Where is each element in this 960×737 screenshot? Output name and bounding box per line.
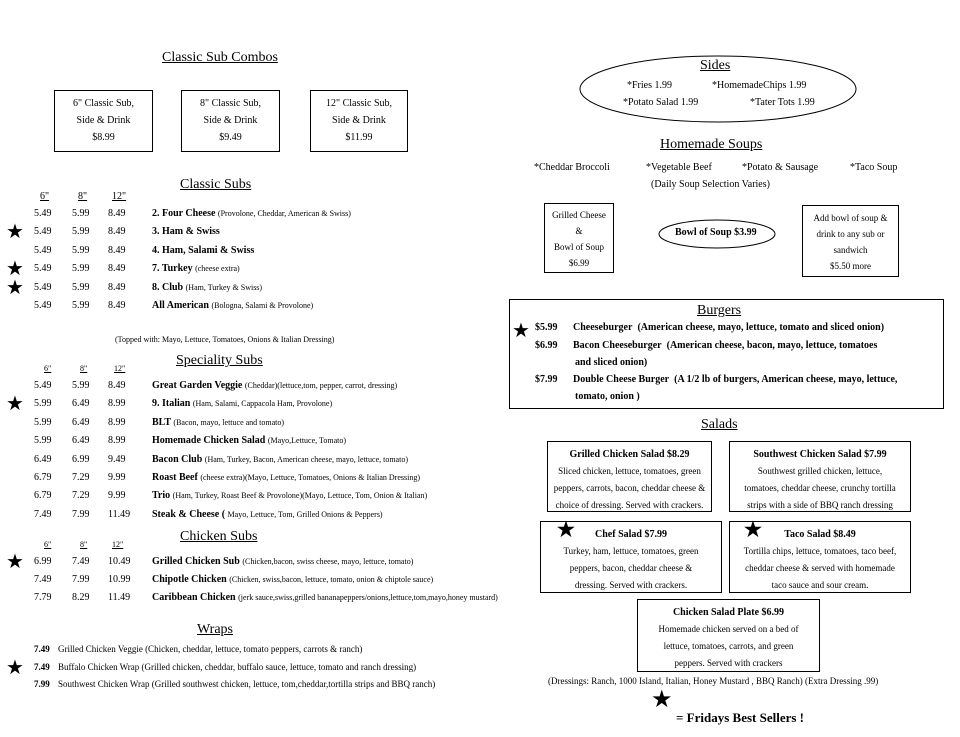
price-12in: 8.49 — [108, 208, 126, 219]
menu-row — [0, 276, 480, 300]
item-name: BLT (Bacon, mayo, lettuce and tomato) — [152, 416, 285, 428]
wrap-description: Grilled Chicken Veggie (Chicken, cheddar, lettuce, tomato peppers, carrots & ranch) — [58, 644, 363, 654]
add-line3: sandwich — [833, 245, 868, 255]
combo-box-8 — [181, 90, 280, 152]
combo-price: $11.99 — [345, 132, 373, 143]
salad-line: Tortilla chips, lettuce, tomatoes, taco beef, — [743, 546, 897, 556]
combo-line2: Side & Drink — [76, 115, 131, 126]
star-icon: ★ — [6, 656, 24, 679]
item-name: Grilled Chicken Sub (Chicken,bacon, swiss cheese, mayo, lettuce, tomato) — [152, 556, 414, 567]
combo-box-6 — [54, 90, 153, 152]
chicken-header-6: 6" — [44, 540, 52, 549]
southwest-chicken-salad-box — [729, 441, 911, 512]
wrap-price: 7.49 — [34, 661, 50, 672]
salad-title: Chicken Salad Plate $6.99 — [672, 607, 785, 618]
item-description: (cheese extra)(Mayo, Lettuce, Tomatoes, Onions & Italian Dressing) — [200, 473, 420, 482]
price-12in: 9.49 — [108, 453, 126, 465]
add-line1: Add bowl of soup & — [813, 213, 888, 223]
menu-row — [0, 454, 480, 472]
star-icon: ★ — [6, 221, 24, 244]
gc-line3: Bowl of Soup — [553, 242, 604, 252]
price-6in: 5.99 — [34, 435, 52, 447]
item-name: 3. Ham & Swiss — [152, 226, 220, 238]
wrap-description: Southwest Chicken Wrap (Grilled southwest chicken, lettuce, tom,cheddar,tortilla strips and BBQ ranch) — [58, 679, 436, 689]
price-12in: 8.99 — [108, 416, 126, 428]
star-icon: ★ — [6, 551, 24, 573]
gc-line2: & — [575, 226, 583, 236]
price-8in: 5.99 — [72, 226, 90, 238]
price-8in: 8.29 — [72, 591, 90, 603]
price-6in: 6.99 — [34, 556, 52, 567]
price-12in: 10.49 — [108, 556, 131, 567]
salad-line: cheddar cheese & served with homemade — [745, 563, 895, 573]
menu-row — [0, 435, 480, 453]
menu-row — [0, 258, 480, 281]
price-12in: 9.99 — [108, 472, 126, 483]
price-8in: 7.99 — [72, 508, 90, 520]
item-description: (Cheddar)(lettuce,tom, pepper, carrot, dressing) — [244, 381, 398, 390]
chicken-salad-plate-box — [637, 599, 820, 672]
best-sellers-legend: = Fridays Best Sellers ! — [676, 710, 805, 725]
item-description: (Bologna, Salami & Provolone) — [211, 301, 314, 310]
salad-line: dressing. Served with crackers. — [574, 580, 688, 590]
price-6in: 6.79 — [34, 490, 52, 502]
item-name: 7. Turkey (cheese extra) — [152, 263, 240, 275]
wrap-price: 7.49 — [34, 644, 50, 654]
burger-price: $7.99 — [535, 374, 558, 385]
item-description: (Ham, Turkey & Swiss) — [185, 282, 263, 292]
price-12in: 11.49 — [108, 508, 131, 520]
price-12in: 10.99 — [108, 573, 131, 585]
salad-line: taco sauce and sour cream. — [771, 580, 869, 590]
item-description: (Bacon, mayo, lettuce and tomato) — [173, 417, 285, 427]
menu-row — [0, 574, 490, 592]
salad-line: lettuce, tomatoes, carrots, and green — [663, 641, 794, 651]
chef-salad-box — [540, 521, 722, 593]
price-12in: 8.99 — [108, 398, 126, 410]
price-6in: 5.49 — [34, 281, 52, 293]
side-item-fries: *Fries 1.99 — [627, 80, 672, 91]
menu-row — [0, 551, 490, 574]
salad-line: tomatoes, cheddar cheese, crunchy tortilla — [744, 483, 896, 493]
speciality-header-12: 12" — [114, 364, 126, 373]
price-12in: 9.99 — [108, 490, 126, 502]
grilled-chicken-salad-box — [547, 441, 712, 512]
price-6in: 7.49 — [34, 573, 52, 585]
price-12in: 8.49 — [108, 244, 126, 256]
burger-name: Bacon Cheeseburger — [573, 340, 662, 351]
combo-line1: 8" Classic Sub, — [199, 98, 262, 109]
price-8in: 7.99 — [72, 573, 90, 585]
item-name: 9. Italian (Ham, Salami, Cappacola Ham, Provolone) — [152, 398, 333, 410]
salad-line: Southwest grilled chicken, lettuce, — [757, 466, 883, 476]
salad-title: Southwest Chicken Salad $7.99 — [753, 449, 887, 460]
add-line2: drink to any sub or — [816, 229, 885, 239]
price-12in: 8.49 — [108, 263, 126, 275]
item-description: (cheese extra) — [195, 264, 240, 274]
item-description: (Provolone, Cheddar, American & Swiss) — [217, 209, 351, 218]
salads-title: Salads — [701, 417, 738, 432]
price-8in: 7.29 — [72, 490, 90, 502]
wrap-row — [0, 644, 490, 662]
item-description: (Chicken,bacon, swiss cheese, mayo, lettuce, tomato) — [242, 557, 414, 566]
price-6in: 6.49 — [34, 453, 52, 465]
speciality-subs-title: Speciality Subs — [176, 353, 263, 368]
price-8in: 5.99 — [72, 281, 90, 293]
price-8in: 7.29 — [72, 472, 90, 483]
item-name: 8. Club (Ham, Turkey & Swiss) — [152, 281, 263, 293]
burger-description: (American cheese, bacon, mayo, lettuce, tomatoes — [666, 340, 878, 351]
price-8in: 5.99 — [72, 208, 90, 219]
chicken-header-8: 8" — [80, 540, 88, 549]
combo-price: $9.49 — [219, 132, 242, 143]
item-name: Bacon Club (Ham, Turkey, Bacon, American cheese, mayo, lettuce, tomato) — [152, 453, 408, 465]
star-icon: ★ — [557, 519, 575, 541]
burger-description-cont: tomato, onion ) — [575, 391, 640, 402]
wrap-price: 7.99 — [34, 679, 50, 689]
price-6in: 5.49 — [34, 244, 52, 256]
price-12in: 8.49 — [108, 281, 126, 293]
menu-row — [0, 208, 480, 226]
soup-item: *Taco Soup — [850, 162, 898, 173]
add-soup-box — [802, 205, 899, 277]
classic-header-12: 12" — [112, 191, 127, 202]
price-6in: 5.49 — [34, 263, 52, 275]
price-6in: 5.49 — [34, 226, 52, 238]
salad-line: peppers. Served with crackers — [674, 658, 783, 668]
price-8in: 7.49 — [72, 556, 90, 567]
combo-price: $8.99 — [92, 132, 115, 143]
taco-salad-box — [729, 521, 911, 593]
soups-title: Homemade Soups — [660, 137, 763, 152]
price-8in: 6.49 — [72, 416, 90, 428]
salad-title: Grilled Chicken Salad $8.29 — [569, 449, 690, 460]
item-name: Roast Beef (cheese extra)(Mayo, Lettuce, Tomatoes, Onions & Italian Dressing) — [152, 472, 420, 483]
price-6in: 5.49 — [34, 300, 52, 311]
salad-line: peppers, carrots, bacon, cheddar cheese & — [553, 483, 706, 493]
burger-price: $6.99 — [535, 340, 558, 351]
menu-row — [0, 300, 480, 318]
speciality-header-8: 8" — [80, 364, 88, 373]
side-item-tater-tots: *Tater Tots 1.99 — [750, 97, 815, 108]
soup-item: *Potato & Sausage — [742, 162, 819, 173]
combo-box-12 — [310, 90, 408, 152]
price-6in: 6.79 — [34, 472, 52, 483]
salad-line: strips with a side of BBQ ranch dressing — [747, 500, 893, 510]
price-8in: 6.49 — [72, 398, 90, 410]
classic-header-6: 6" — [40, 191, 50, 202]
item-description: (Ham, Salami, Cappacola Ham, Provolone) — [192, 399, 333, 409]
price-12in: 8.99 — [108, 435, 126, 447]
burger-price: $5.99 — [535, 322, 558, 333]
menu-row — [0, 591, 498, 610]
item-name: Caribbean Chicken (jerk sauce,swiss,grilled bananapeppers/onions,lettuce,tom,mayo,honey mustard) — [152, 591, 498, 603]
combo-line2: Side & Drink — [203, 115, 258, 126]
side-item-chips: *HomemadeChips 1.99 — [712, 80, 807, 91]
item-description: Mayo, Lettuce, Tom, Grilled Onions & Peppers) — [227, 509, 383, 519]
salad-line: Sliced chicken, lettuce, tomatoes, green — [558, 466, 701, 476]
price-12in: 11.49 — [108, 591, 131, 603]
menu-row — [0, 490, 480, 508]
item-name: Steak & Cheese ( Mayo, Lettuce, Tom, Grilled Onions & Peppers) — [152, 508, 383, 520]
item-name: 2. Four Cheese (Provolone, Cheddar, American & Swiss) — [152, 208, 351, 219]
wrap-row — [0, 656, 490, 680]
burger-description: (American cheese, mayo, lettuce, tomato and sliced onion) — [637, 322, 885, 333]
item-name: Great Garden Veggie (Cheddar)(lettuce,tom, pepper, carrot, dressing) — [152, 380, 398, 391]
item-name: Homemade Chicken Salad (Mayo,Lettuce, Tomato) — [152, 435, 346, 447]
chicken-header-12: 12" — [112, 540, 124, 549]
salad-title: ★ Chef Salad $7.99 — [557, 519, 667, 541]
soup-note: (Daily Soup Selection Varies) — [651, 179, 770, 190]
wrap-row — [0, 679, 490, 697]
price-8in: 5.99 — [72, 244, 90, 256]
price-6in: 5.99 — [34, 416, 52, 428]
star-icon: ★ — [6, 276, 24, 299]
item-description: (Mayo,Lettuce, Tomato) — [267, 436, 346, 446]
price-6in: 5.99 — [34, 398, 52, 410]
combos-title: Classic Sub Combos — [162, 50, 278, 65]
wraps-title: Wraps — [197, 622, 233, 637]
burgers-title: Burgers — [697, 303, 742, 318]
combo-line2: Side & Drink — [332, 115, 386, 126]
dressings-note: (Dressings: Ranch, 1000 Island, Italian, Honey Mustard , BBQ Ranch) (Extra Dressing .99) — [548, 676, 879, 686]
star-icon: ★ — [651, 687, 673, 713]
price-8in: 5.99 — [72, 263, 90, 275]
combo-line1: 12" Classic Sub, — [325, 98, 393, 109]
gc-price: $6.99 — [568, 258, 590, 268]
classic-header-8: 8" — [78, 191, 88, 202]
sides-title: Sides — [700, 58, 731, 73]
star-icon: ★ — [6, 258, 24, 281]
gc-line1: Grilled Cheese — [552, 210, 606, 220]
add-price: $5.50 more — [830, 261, 871, 271]
price-12in: 8.49 — [108, 380, 126, 391]
soup-item: *Cheddar Broccoli — [534, 162, 610, 173]
classic-subs-title: Classic Subs — [180, 177, 252, 192]
star-icon: ★ — [512, 320, 530, 342]
chicken-subs-title: Chicken Subs — [180, 529, 258, 544]
menu-row — [0, 245, 480, 263]
speciality-header-6: 6" — [44, 364, 52, 373]
salad-line: peppers, bacon, cheddar cheese & — [569, 563, 693, 573]
item-description: (Ham, Turkey, Bacon, American cheese, mayo, lettuce, tomato) — [204, 454, 408, 464]
price-6in: 7.79 — [34, 591, 52, 603]
price-6in: 5.49 — [34, 380, 52, 391]
price-6in: 7.49 — [34, 508, 52, 520]
menu-row — [0, 509, 480, 527]
menu-row — [0, 417, 480, 435]
price-8in: 6.49 — [72, 435, 90, 447]
item-name: Chipotle Chicken (Chicken, swiss,bacon, lettuce, tomato, onion & chiptole sauce) — [152, 573, 434, 585]
salad-line: choice of dressing. Served with crackers. — [555, 500, 704, 510]
item-description: (Chicken, swiss,bacon, lettuce, tomato, onion & chiptole sauce) — [229, 574, 434, 584]
menu-row — [0, 380, 480, 398]
classic-topping-note: (Topped with: Mayo, Lettuce, Tomatoes, Onions & Italian Dressing) — [115, 335, 335, 344]
combo-line1: 6" Classic Sub, — [72, 98, 135, 109]
salad-title: ★ Taco Salad $8.49 — [744, 519, 856, 541]
wrap-description: Buffalo Chicken Wrap (Grilled chicken, cheddar, buffalo sauce, lettuce, tomato and ranch dressing) — [58, 661, 417, 672]
item-name: Trio (Ham, Turkey, Roast Beef & Provolone)(Mayo, Lettuce, Tom, Onion & Italian) — [152, 490, 428, 502]
item-name: All American (Bologna, Salami & Provolone) — [152, 300, 314, 311]
price-8in: 5.99 — [72, 380, 90, 391]
side-item-potato-salad: *Potato Salad 1.99 — [623, 97, 699, 108]
price-12in: 8.49 — [108, 300, 126, 311]
star-icon: ★ — [6, 393, 24, 416]
price-8in: 5.99 — [72, 300, 90, 311]
menu-row — [0, 393, 480, 416]
price-8in: 6.99 — [72, 453, 90, 465]
burger-name: Double Cheese Burger — [573, 374, 670, 385]
burger-description: (A 1/2 lb of burgers, American cheese, mayo, lettuce, — [674, 374, 898, 385]
price-12in: 8.49 — [108, 226, 126, 238]
price-6in: 5.49 — [34, 208, 52, 219]
burger-name: Cheeseburger — [573, 322, 633, 333]
grilled-cheese-soup-box — [544, 203, 614, 273]
soup-item: *Vegetable Beef — [646, 162, 712, 173]
salad-line: Homemade chicken served on a bed of — [658, 624, 799, 634]
star-icon: ★ — [744, 519, 762, 541]
salad-line: Turkey, ham, lettuce, tomatoes, green — [563, 546, 699, 556]
menu-row — [0, 221, 480, 244]
menu-row — [0, 472, 480, 490]
item-description: (Ham, Turkey, Roast Beef & Provolone)(Mayo, Lettuce, Tom, Onion & Italian) — [172, 491, 428, 501]
bowl-of-soup-price: Bowl of Soup $3.99 — [675, 227, 757, 238]
burger-description-cont: and sliced onion) — [575, 357, 648, 368]
item-description: (jerk sauce,swiss,grilled bananapeppers/onions,lettuce,tom,mayo,honey mustard) — [238, 592, 498, 602]
item-name: 4. Ham, Salami & Swiss — [152, 244, 255, 256]
